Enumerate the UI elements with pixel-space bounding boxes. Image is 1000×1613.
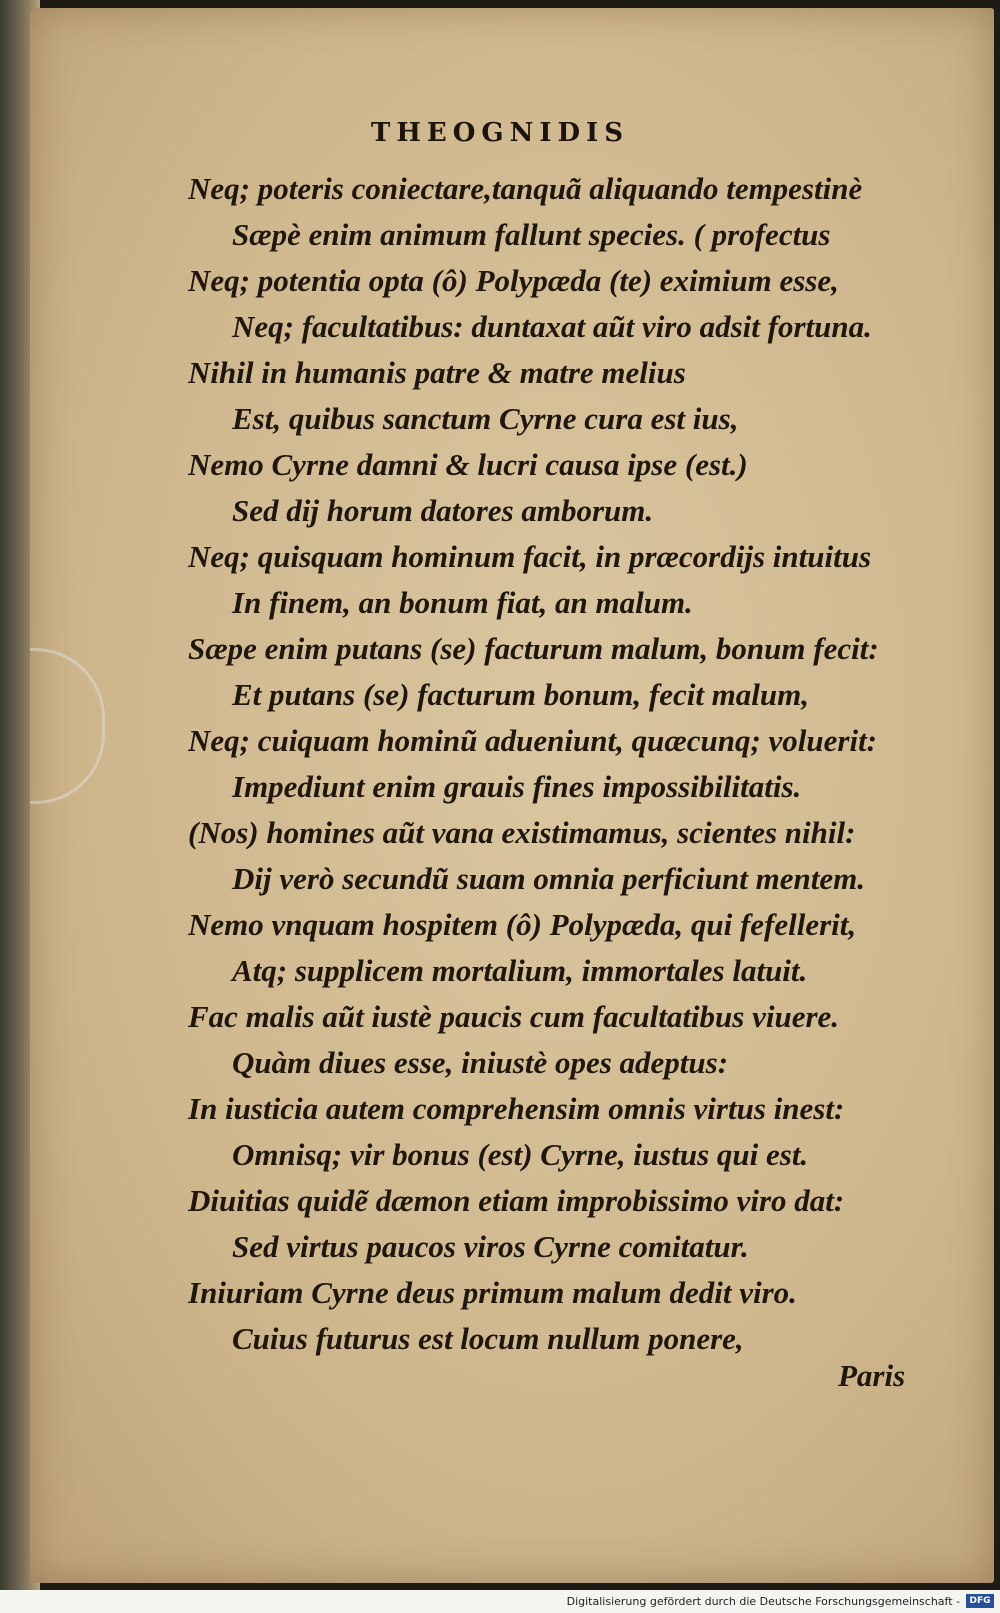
verse-line: Dij verò secundũ suam omnia perficiunt mentem.	[232, 861, 865, 896]
verse-line: Sed virtus paucos viros Cyrne comitatur.	[232, 1229, 749, 1264]
verse-line: Fac malis aũt iustè paucis cum facultatibus viuere.	[188, 999, 840, 1034]
running-head: THEOGNIDIS	[371, 118, 629, 148]
verse-line: Nemo vnquam hospitem (ô) Polypæda, qui fefellerit,	[188, 907, 857, 942]
verse-line: Impediunt enim grauis fines impossibilitatis.	[232, 769, 802, 804]
verse-line: Nihil in humanis patre & matre melius	[188, 355, 686, 390]
verse-line: Et putans (se) facturum bonum, fecit malum,	[232, 677, 810, 712]
verse-line: Est, quibus sanctum Cyrne cura est ius,	[232, 401, 739, 436]
verse-line: Neq; potentia opta (ô) Polypæda (te) eximium esse,	[188, 263, 839, 298]
verse-line: Iniuriam Cyrne deus primum malum dedit viro.	[188, 1275, 797, 1310]
catchword: Paris	[838, 1358, 906, 1393]
verse-line: Cuius futurus est locum nullum ponere,	[232, 1321, 744, 1356]
verse-line: Neq; poteris coniectare,tanquã aliquando tempestinè	[188, 171, 863, 206]
verse-line: In iusticia autem comprehensim omnis virtus inest:	[188, 1091, 845, 1126]
verse-line: Sæpè enim animum fallunt species. ( profectus	[232, 217, 831, 252]
footer-credit: Digitalisierung gefördert durch die Deutsche Forschungsgemeinschaft -	[566, 1595, 960, 1608]
verse-line: Neq; quisquam hominum facit, in præcordijs intuitus	[188, 539, 872, 574]
verse-line: Sed dij horum datores amborum.	[232, 493, 654, 528]
digitization-footer	[0, 1590, 1000, 1613]
verse-line: Atq; supplicem mortalium, immortales latuit.	[232, 953, 808, 988]
verse-line: (Nos) homines aũt vana existimamus, scientes nihil:	[188, 815, 856, 850]
verse-line: Diuitias quidẽ dæmon etiam improbissimo viro dat:	[188, 1183, 845, 1218]
verse-line: In finem, an bonum fiat, an malum.	[232, 585, 693, 620]
verse-line: Nemo Cyrne damni & lucri causa ipse (est.)	[188, 447, 748, 482]
verse-line: Neq; facultatibus: duntaxat aũt viro adsit fortuna.	[232, 309, 872, 344]
verse-line: Quàm diues esse, iniustè opes adeptus:	[232, 1045, 729, 1080]
dfg-logo-icon: DFG	[966, 1594, 994, 1608]
page-clip	[30, 648, 105, 804]
verse-line: Neq; cuiquam hominũ adueniunt, quæcunq; voluerit:	[188, 723, 878, 758]
verse-line: Omnisq; vir bonus (est) Cyrne, iustus qui est.	[232, 1137, 809, 1172]
verse-line: Sæpe enim putans (se) facturum malum, bonum fecit:	[188, 631, 879, 666]
